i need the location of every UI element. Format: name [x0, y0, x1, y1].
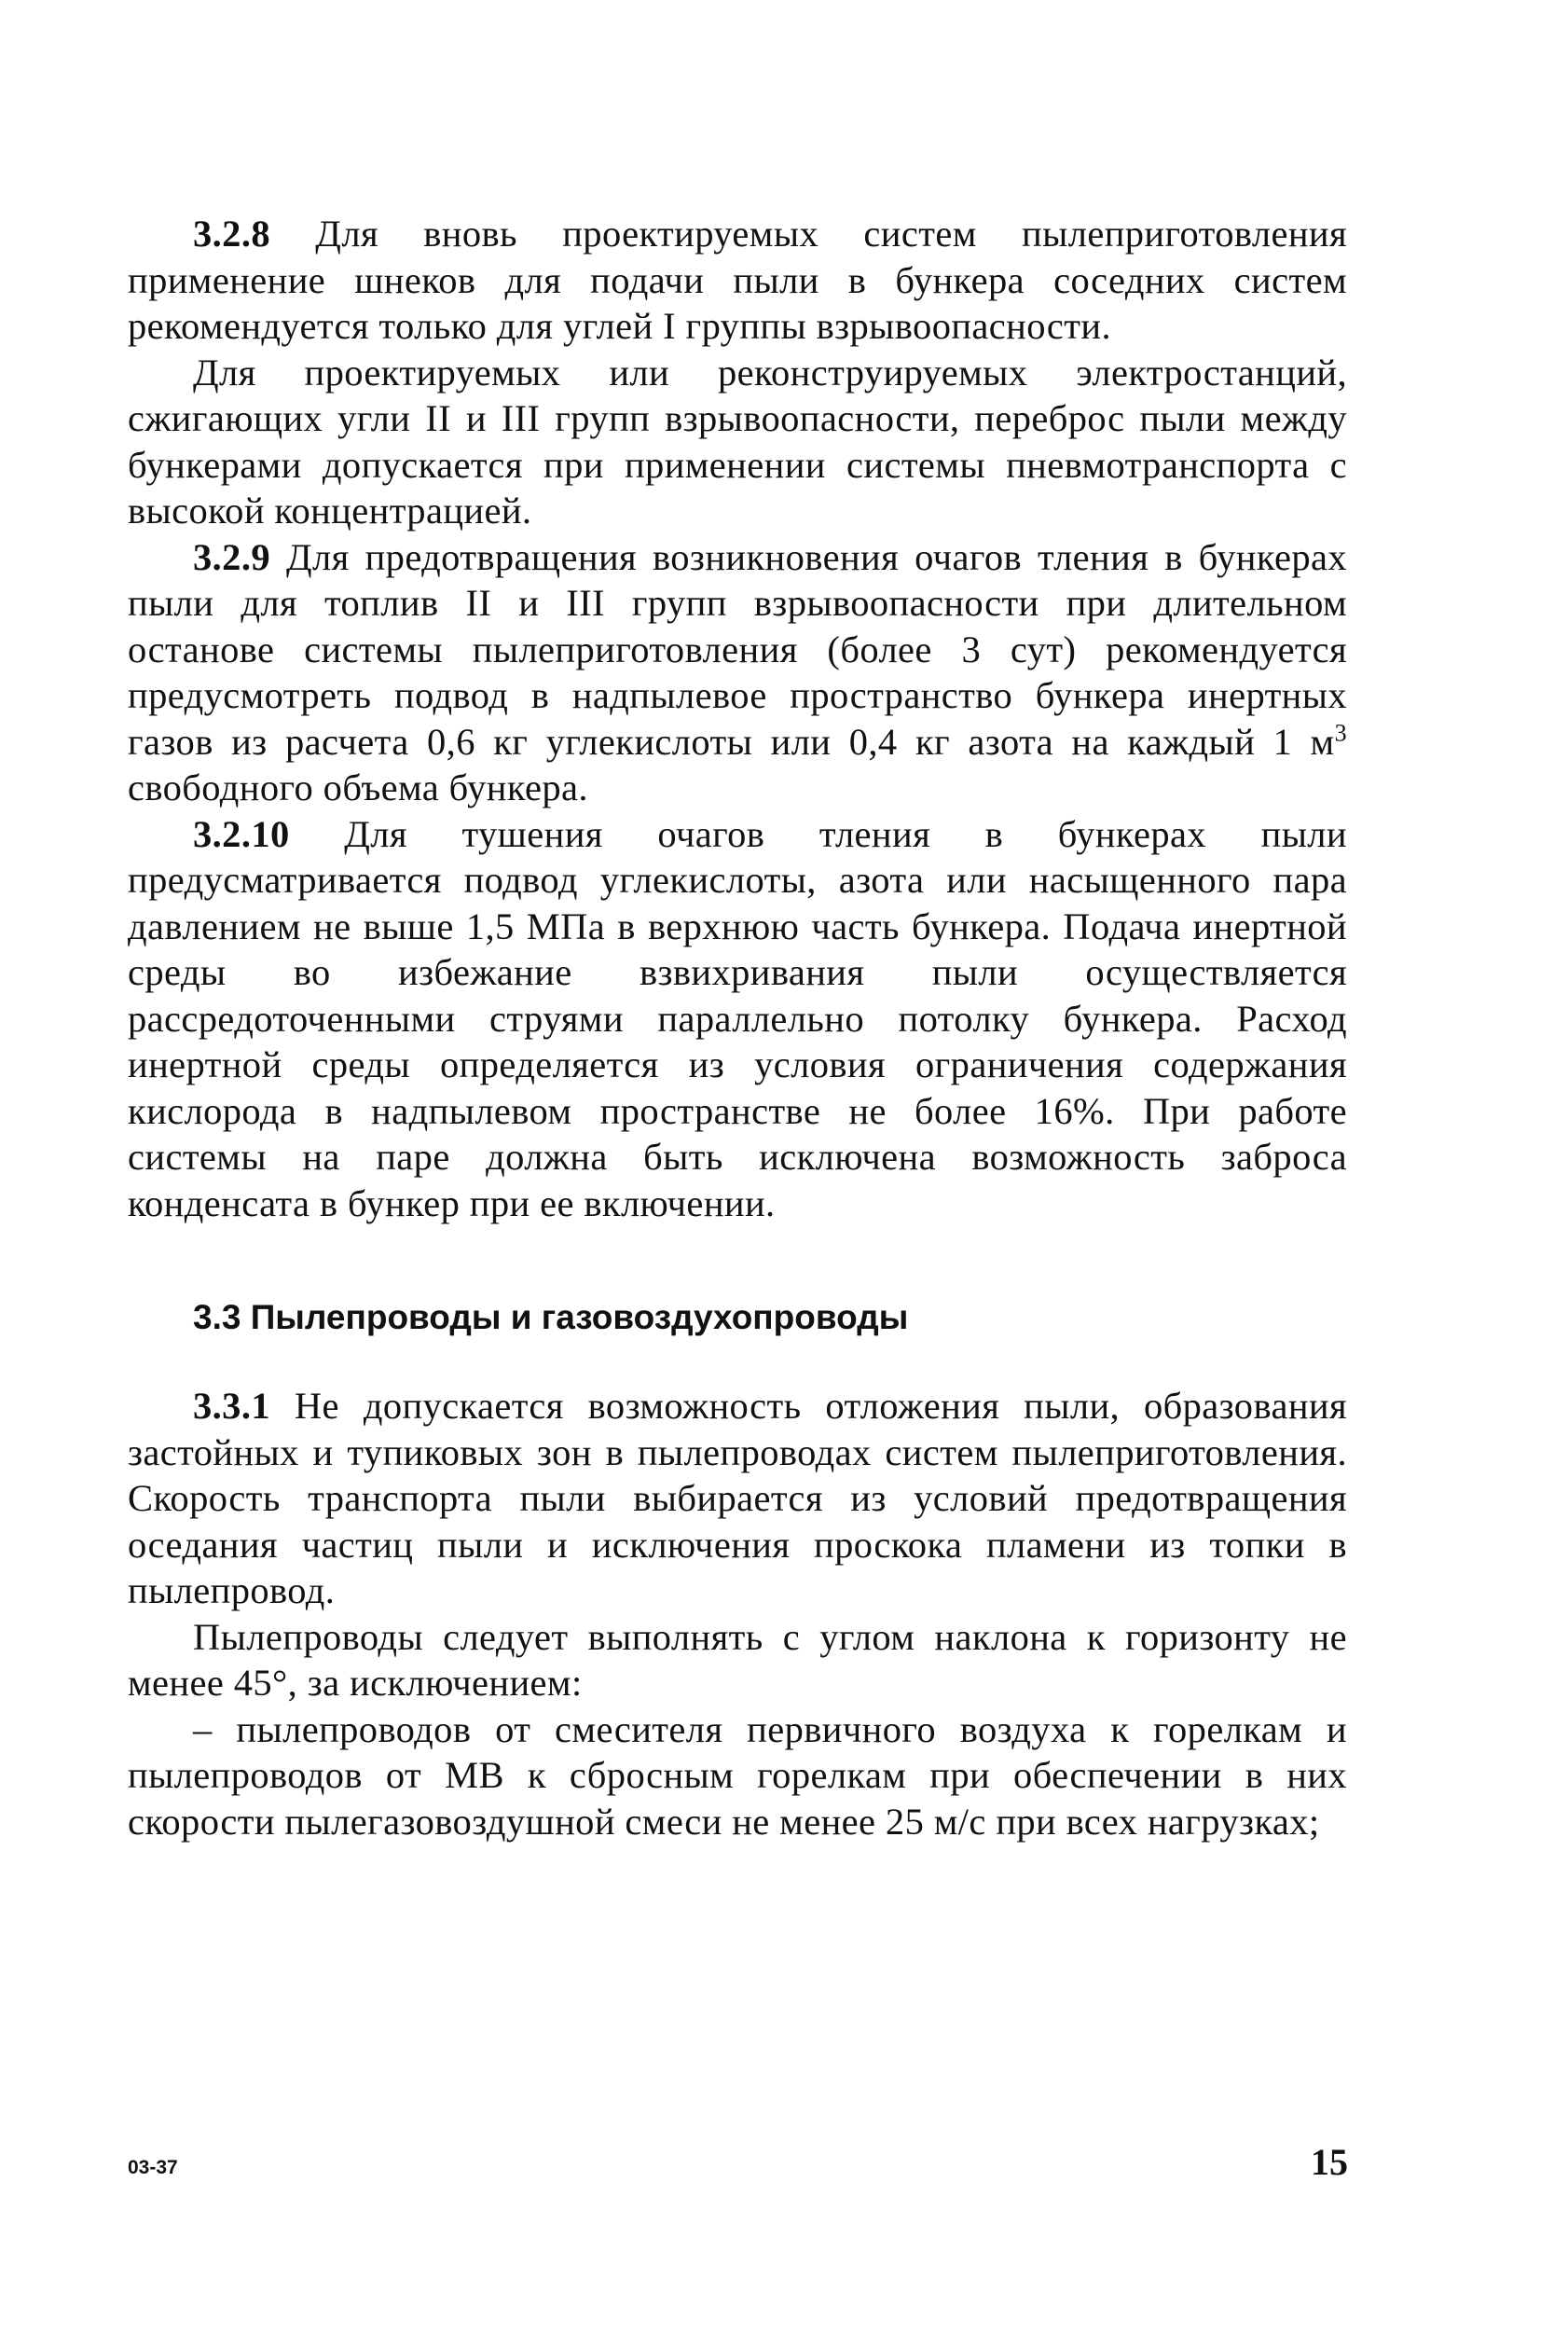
list-item-text: – пылепроводов от смесителя первичного воздуха к горелкам и пылепроводов от МВ к сбросным горелкам при обеспечении в них скорости пылегазовоздушной смеси не менее 25 м/с при всех нагрузках; — [128, 1707, 1347, 1843]
paragraph-3-3-1 — [128, 1383, 1347, 1614]
paragraph-text: Для вновь проектируемых систем пылеприготовления применение шнеков для подачи пыли в бункера соседних систем рекомендуется только для углей I группы взрывоопасности. — [128, 213, 1347, 347]
paragraph-3-3-1-continued — [128, 1614, 1347, 1706]
paragraph-text-end: свободного объема бункера. — [128, 766, 588, 808]
paragraph-3-2-8-continued — [128, 350, 1347, 534]
list-item-dash — [128, 1706, 1347, 1845]
clause-number: 3.3.1 — [193, 1385, 270, 1427]
paragraph-3-2-9 — [128, 534, 1347, 811]
clause-number: 3.2.9 — [193, 535, 270, 578]
document-code: 03-37 — [128, 2157, 178, 2178]
clause-number: 3.2.10 — [193, 812, 290, 855]
paragraph-text: Не допускается возможность отложения пыли, образования застойных и тупиковых зон в пылепроводах систем пылеприготовления. Скорость транспорта пыли выбирается из условий предотвращения оседания частиц пыли и исключения проскока пламени из топки в пылепровод. — [128, 1385, 1347, 1611]
page-number: 15 — [1311, 2141, 1348, 2183]
paragraph-3-2-10 — [128, 811, 1347, 1227]
paragraph-text: Для предотвращения возникновения очагов тления в бункерах пыли для топлив II и III групп взрывоопасности при длительном останове системы пылеприготовления (более 3 сут) рекомендуется предусмотреть подвод в надпылевое пространство бункера инертных газов из расчета 0,6 кг углекислоты или 0,4 кг азота на каждый 1 м — [128, 535, 1347, 763]
superscript: 3 — [1334, 719, 1347, 746]
paragraph-3-2-8 — [128, 211, 1347, 350]
clause-number: 3.2.8 — [193, 213, 270, 255]
paragraph-text: Пылепроводы следует выполнять с углом наклона к горизонту не менее 45°, за исключением: — [128, 1615, 1347, 1704]
body-text — [128, 211, 1347, 1844]
paragraph-text: Для тушения очагов тления в бункерах пыли предусматривается подвод углекислоты, азота или насыщенного пара давлением не выше 1,5 МПа в верхнюю часть бункера. Подача инертной среды во избежание взвихривания пыли осуществляется рассредоточенными струями параллельно потолку бункера. Расход инертной среды определяется из условия ограничения содержания кислорода в надпылевом пространстве не более 16%. При работе системы на паре должна быть исключена возможность заброса конденсата в бункер при ее включении. — [128, 812, 1347, 1224]
paragraph-text: Для проектируемых или реконструируемых электростанций, сжигающих угли II и III групп взрывоопасности, переброс пыли между бункерами допускается при применении системы пневмотранспорта с высокой концентрацией. — [128, 351, 1347, 532]
section-heading-3-3: 3.3 Пылепроводы и газовоздухопроводы — [193, 1298, 909, 1336]
